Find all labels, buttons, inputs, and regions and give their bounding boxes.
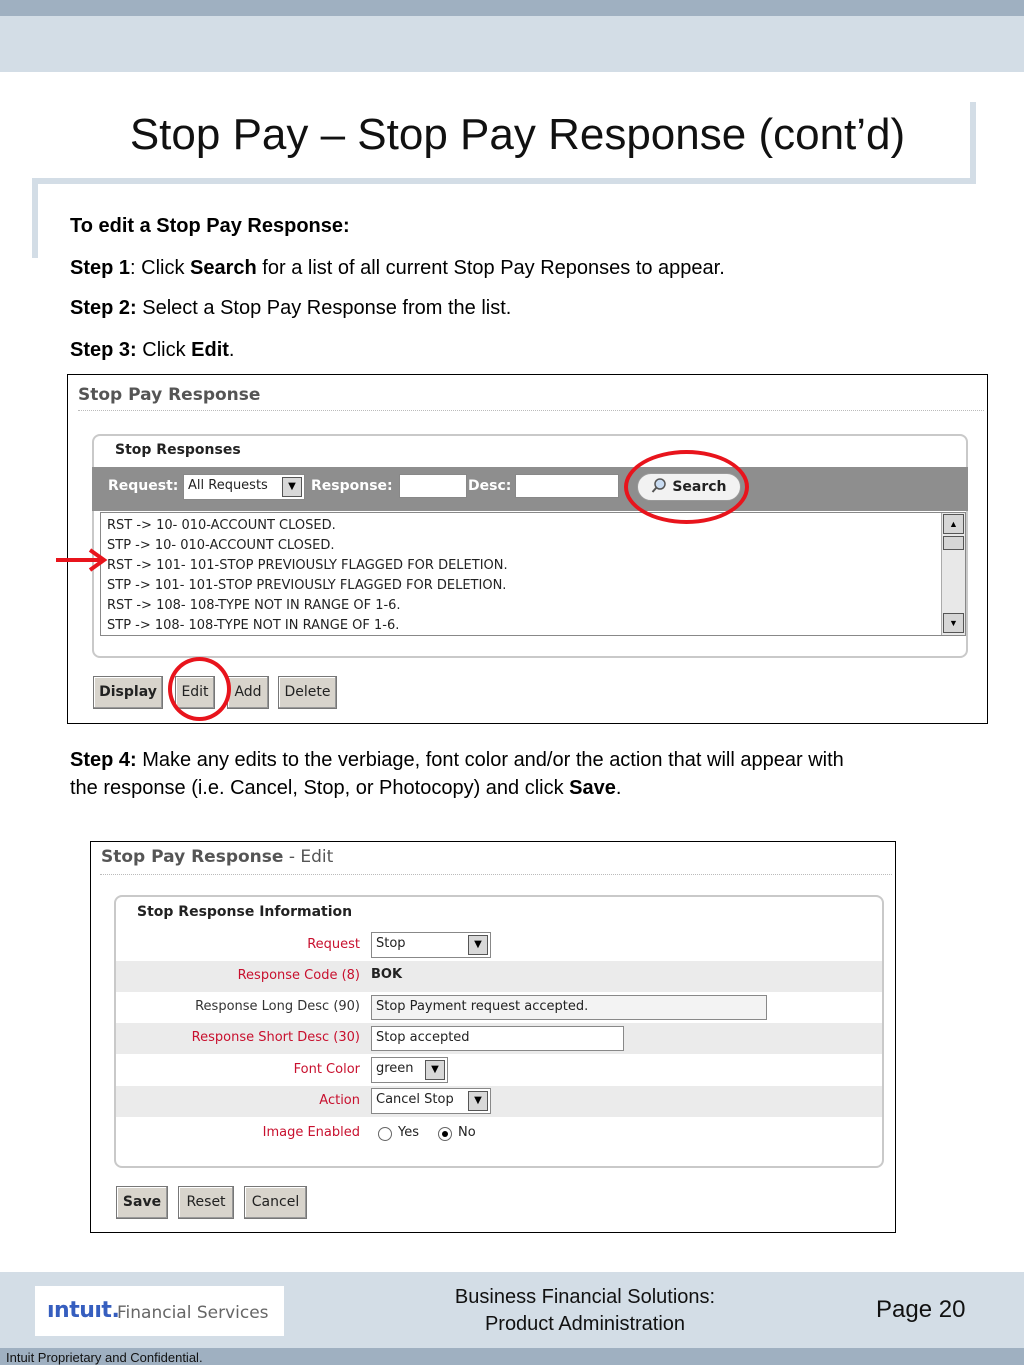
list-item[interactable]: STP -> 108- 108-TYPE NOT IN RANGE OF 1-6. — [107, 618, 400, 633]
save-button[interactable]: Save — [116, 1186, 168, 1219]
add-button[interactable]: Add — [227, 676, 269, 709]
confidential-notice: Intuit Proprietary and Confidential. — [6, 1350, 203, 1365]
long-desc-label: Response Long Desc (90) — [195, 999, 360, 1014]
step-3-text: Step 3: Click Edit. — [70, 339, 235, 361]
delete-button[interactable]: Delete — [278, 676, 337, 709]
step-2-text: Step 2: Select a Stop Pay Response from the list. — [70, 297, 512, 319]
request-label: Request: — [108, 478, 179, 494]
font-color-label: Font Color — [293, 1062, 360, 1077]
list-item[interactable]: RST -> 108- 108-TYPE NOT IN RANGE OF 1-6. — [107, 598, 401, 613]
image-yes-radio[interactable] — [378, 1127, 392, 1141]
request-select[interactable]: All Requests ▼ — [183, 474, 305, 500]
action-row — [116, 1086, 882, 1117]
font-color-select[interactable]: green ▼ — [371, 1057, 448, 1083]
image-enabled-row — [116, 1118, 882, 1149]
long-desc-input[interactable]: Stop Payment request accepted. — [371, 995, 767, 1020]
action-label: Action — [319, 1093, 360, 1108]
intro-text: To edit a Stop Pay Response: — [70, 215, 350, 237]
panel-title: Stop Pay Response — [78, 385, 261, 405]
search-button[interactable]: Search — [637, 473, 741, 501]
intuit-logo: ıntuıt. Financial Services — [35, 1286, 284, 1336]
short-desc-row — [116, 1023, 882, 1054]
step-4-text-cont: the response (i.e. Cancel, Stop, or Photocopy) and click Save. — [70, 777, 622, 799]
footer-title: Business Financial Solutions: Product Administration — [454, 1286, 716, 1335]
short-desc-label: Response Short Desc (30) — [191, 1030, 360, 1045]
response-label: Response: — [311, 478, 393, 494]
slide-title: Stop Pay – Stop Pay Response (cont’d) — [129, 110, 906, 159]
image-yes-label: Yes — [398, 1125, 419, 1140]
request-label: Request — [307, 937, 360, 952]
header-band — [0, 16, 1024, 72]
edit-highlight-circle — [168, 657, 231, 721]
desc-input[interactable] — [515, 474, 619, 498]
image-no-radio[interactable] — [438, 1127, 452, 1141]
title-frame — [32, 178, 976, 184]
step-1-text: Step 1: Click Search for a list of all current Stop Pay Reponses to appear. — [70, 257, 725, 279]
scroll-down-icon[interactable]: ▼ — [943, 613, 964, 633]
scroll-up-icon[interactable]: ▲ — [943, 514, 964, 534]
response-code-label: Response Code (8) — [237, 968, 360, 983]
response-code-row — [116, 961, 882, 992]
dropdown-arrow-icon: ▼ — [468, 1091, 488, 1111]
dropdown-arrow-icon: ▼ — [282, 477, 302, 497]
scroll-thumb[interactable] — [943, 536, 964, 550]
action-select[interactable]: Cancel Stop ▼ — [371, 1088, 491, 1114]
image-no-label: No — [458, 1125, 476, 1140]
divider — [78, 410, 984, 411]
page-number: Page 20 — [876, 1296, 966, 1323]
listbox-scrollbar[interactable] — [941, 513, 965, 635]
title-frame — [32, 178, 38, 258]
short-desc-input[interactable]: Stop accepted — [371, 1026, 624, 1051]
group-title: Stop Responses — [115, 442, 241, 458]
response-code-value: BOK — [371, 967, 403, 982]
list-item[interactable]: RST -> 10- 010-ACCOUNT CLOSED. — [107, 518, 336, 533]
header-strip — [0, 0, 1024, 16]
search-highlight-circle — [624, 450, 749, 524]
panel-title: Stop Pay Response - Edit — [101, 847, 334, 867]
group-title: Stop Response Information — [137, 904, 353, 920]
long-desc-row — [116, 992, 882, 1023]
list-item[interactable]: STP -> 10- 010-ACCOUNT CLOSED. — [107, 538, 335, 553]
dropdown-arrow-icon: ▼ — [468, 935, 488, 955]
dropdown-arrow-icon: ▼ — [425, 1060, 445, 1080]
responses-listbox[interactable] — [100, 512, 966, 636]
divider — [100, 874, 892, 875]
desc-label: Desc: — [468, 478, 512, 494]
image-enabled-label: Image Enabled — [262, 1125, 360, 1140]
request-select[interactable]: Stop ▼ — [371, 932, 491, 958]
display-button[interactable]: Display — [93, 676, 163, 709]
font-color-row — [116, 1055, 882, 1086]
list-item[interactable]: RST -> 101- 101-STOP PREVIOUSLY FLAGGED FOR DELETION. — [107, 558, 508, 573]
request-row — [116, 930, 882, 961]
response-input[interactable] — [399, 474, 467, 498]
cancel-button[interactable]: Cancel — [244, 1186, 307, 1219]
red-arrow-icon — [56, 548, 108, 572]
reset-button[interactable]: Reset — [178, 1186, 234, 1219]
step-4-text: Step 4: Make any edits to the verbiage, font color and/or the action that will appear with — [70, 749, 844, 771]
list-item[interactable]: STP -> 101- 101-STOP PREVIOUSLY FLAGGED FOR DELETION. — [107, 578, 507, 593]
edit-button[interactable]: Edit — [175, 676, 215, 709]
